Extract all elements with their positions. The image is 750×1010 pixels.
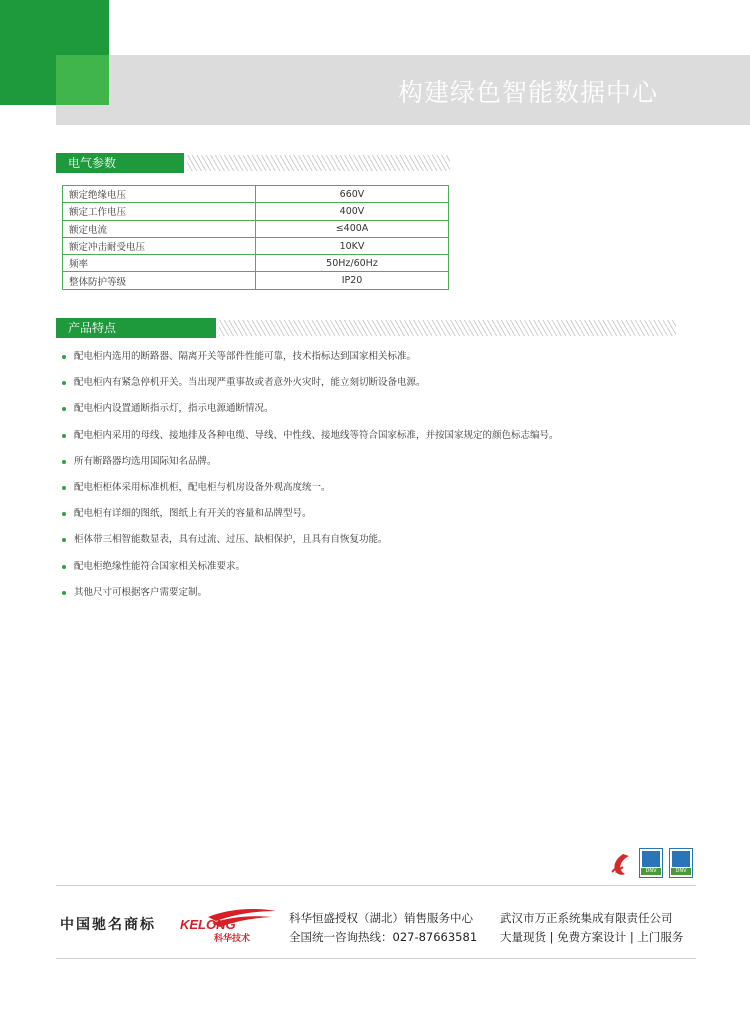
param-value: 50Hz/60Hz bbox=[256, 255, 449, 272]
param-name: 额定绝缘电压 bbox=[63, 186, 256, 203]
feature-item: 配电柜绝缘性能符合国家相关标准要求。 bbox=[62, 558, 702, 584]
section-electrical-title: 电气参数 bbox=[56, 153, 184, 173]
section-features-title: 产品特点 bbox=[56, 318, 216, 338]
param-row bbox=[63, 272, 449, 289]
param-name: 频率 bbox=[63, 255, 256, 272]
param-name: 额定电流 bbox=[63, 220, 256, 237]
kelong-logo bbox=[178, 905, 278, 945]
footer-divider bbox=[56, 958, 696, 959]
corner-block-light bbox=[56, 55, 109, 105]
features-list bbox=[62, 348, 702, 610]
ccc-mark-icon bbox=[609, 852, 633, 878]
section-hatch-decoration bbox=[219, 320, 676, 336]
feature-item: 配电柜有详细的图纸，图纸上有开关的容量和品牌型号。 bbox=[62, 505, 702, 531]
param-value: 660V bbox=[256, 186, 449, 203]
param-row bbox=[63, 203, 449, 220]
param-value: ≤400A bbox=[256, 220, 449, 237]
param-name: 额定工作电压 bbox=[63, 203, 256, 220]
param-row bbox=[63, 255, 449, 272]
param-row bbox=[63, 237, 449, 254]
footer-services: 大量现货 | 免费方案设计 | 上门服务 bbox=[500, 930, 684, 944]
feature-item: 配电柜内有紧急停机开关。当出现严重事故或者意外火灾时，能立刻切断设备电源。 bbox=[62, 374, 702, 400]
feature-item: 配电柜柜体采用标准机柜，配电柜与机房设备外观高度统一。 bbox=[62, 479, 702, 505]
feature-item: 其他尺寸可根据客户需要定制。 bbox=[62, 584, 702, 610]
param-row bbox=[63, 220, 449, 237]
feature-item: 柜体带三相智能数显表，具有过流、过压、缺相保护，且具有自恢复功能。 bbox=[62, 531, 702, 557]
footer-hotline: 全国统一咨询热线：027-87663581 bbox=[289, 930, 478, 944]
feature-item: 配电柜内选用的断路器、隔离开关等部件性能可靠，技术指标达到国家相关标准。 bbox=[62, 348, 702, 374]
section-features-header bbox=[56, 318, 676, 338]
kelong-logo-cn: 科华技术 bbox=[214, 934, 251, 944]
certification-logos bbox=[609, 848, 693, 878]
section-electrical-header bbox=[56, 153, 450, 173]
section-hatch-decoration bbox=[187, 155, 450, 171]
param-value: IP20 bbox=[256, 272, 449, 289]
kelong-logo-en: KELONG bbox=[180, 917, 236, 932]
param-name: 额定冲击耐受电压 bbox=[63, 237, 256, 254]
param-name: 整体防护等级 bbox=[63, 272, 256, 289]
dnv-cert-icon: DNV bbox=[669, 848, 693, 878]
footer-company-name: 武汉市万正系统集成有限责任公司 bbox=[500, 911, 673, 925]
page-title: 构建绿色智能数据中心 bbox=[397, 78, 658, 107]
footer-service-center: 科华恒盛授权（湖北）销售服务中心 bbox=[289, 911, 473, 925]
param-value: 10KV bbox=[256, 237, 449, 254]
brand-trademark-text: 中国驰名商标 bbox=[60, 917, 156, 933]
param-row bbox=[63, 186, 449, 203]
feature-item: 配电柜内设置通断指示灯，指示电源通断情况。 bbox=[62, 400, 702, 426]
feature-item: 配电柜内采用的母线、接地排及各种电缆、导线、中性线、接地线等符合国家标准，并按国家规定的颜色标志编号。 bbox=[62, 427, 702, 453]
dnv-cert-icon: DNV bbox=[639, 848, 663, 878]
feature-item: 所有断路器均选用国际知名品牌。 bbox=[62, 453, 702, 479]
electrical-params-table bbox=[62, 185, 449, 290]
footer-divider bbox=[56, 885, 696, 886]
param-value: 400V bbox=[256, 203, 449, 220]
